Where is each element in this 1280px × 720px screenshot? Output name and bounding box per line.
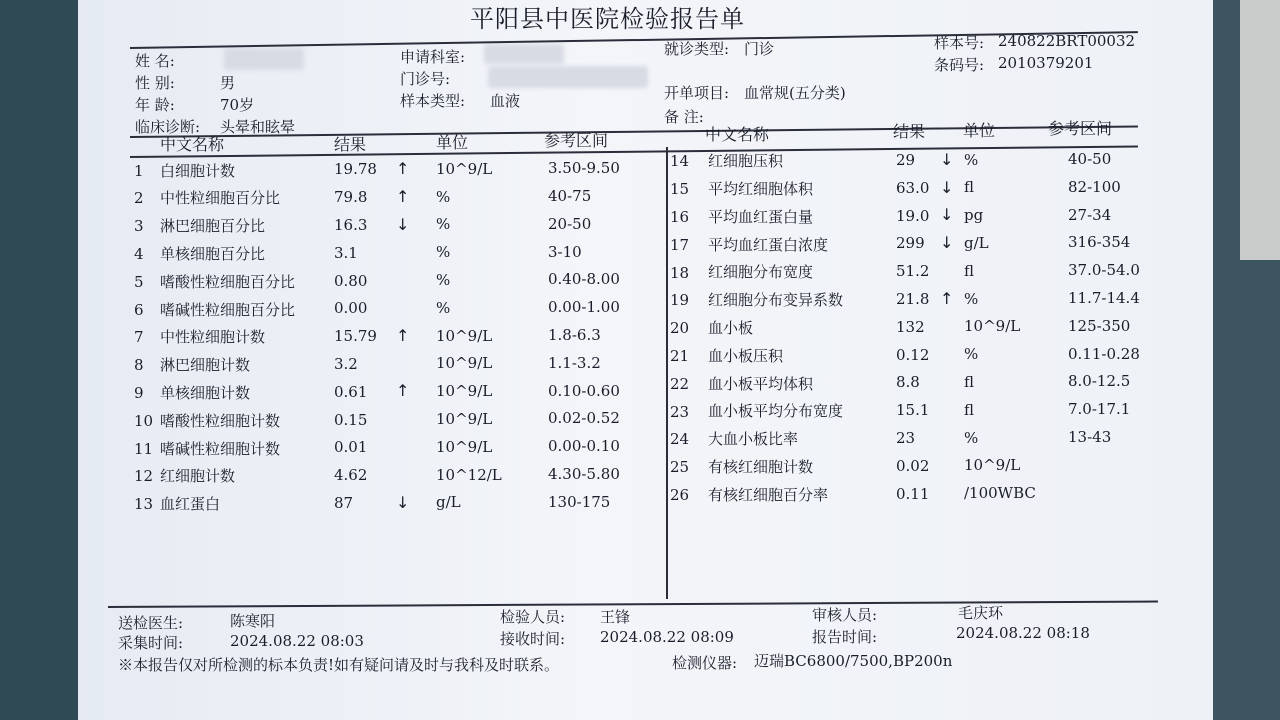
row-24-ref: 13-43: [1068, 428, 1112, 447]
row-16-ref: 27-34: [1068, 205, 1112, 224]
row-8-no: 8: [134, 356, 144, 375]
right-header-unit: 单位: [963, 121, 996, 140]
redacted-name: [224, 48, 304, 70]
row-19-name: 红细胞分布变异系数: [708, 291, 844, 310]
row-25-no: 25: [670, 458, 690, 477]
row-14-ref: 40-50: [1068, 150, 1112, 169]
row-4-ref: 3-10: [548, 242, 582, 261]
row-2-flag: ↑: [396, 186, 410, 206]
patient-age: 70岁: [220, 96, 255, 114]
row-2-name: 中性粒细胞百分比: [160, 189, 281, 208]
row-7-flag: ↑: [396, 325, 410, 345]
sample-no-value: 240822BRT00032: [998, 32, 1136, 50]
row-16-flag: ↓: [940, 205, 954, 225]
instrument-value: 迈瑞BC6800/7500,BP200n: [754, 652, 953, 670]
row-18-ref: 37.0-54.0: [1068, 261, 1140, 280]
row-26-unit: /100WBC: [964, 484, 1036, 503]
patient-age-label: 年 龄:: [135, 96, 175, 114]
row-7-result: 15.79: [334, 327, 377, 346]
row-15-result: 63.0: [896, 178, 930, 197]
row-23-ref: 7.0-17.1: [1068, 400, 1131, 419]
row-2-no: 2: [134, 189, 144, 208]
row-10-name: 嗜酸性粒细胞计数: [160, 411, 281, 430]
reviewer-label: 审核人员:: [812, 606, 878, 624]
row-19-no: 19: [670, 291, 690, 310]
row-15-name: 平均红细胞体积: [708, 180, 814, 199]
lab-report-paper: [78, 0, 1213, 720]
row-1-no: 1: [134, 161, 144, 180]
sample-type-label: 样本类型:: [400, 92, 466, 110]
row-11-result: 0.01: [334, 438, 368, 457]
row-9-name: 单核细胞计数: [160, 383, 251, 402]
row-25-unit: 10^9/L: [964, 456, 1021, 475]
row-1-name: 白细胞计数: [160, 161, 236, 180]
row-14-name: 红细胞压积: [708, 152, 784, 171]
row-11-unit: 10^9/L: [436, 437, 493, 456]
row-22-no: 22: [670, 374, 690, 393]
row-3-no: 3: [134, 217, 144, 236]
row-8-unit: 10^9/L: [436, 354, 493, 373]
row-17-flag: ↓: [940, 233, 954, 253]
row-8-ref: 1.1-3.2: [548, 353, 601, 372]
row-12-no: 12: [134, 467, 154, 486]
row-8-name: 淋巴细胞计数: [160, 356, 251, 375]
row-12-unit: 10^12/L: [436, 465, 502, 484]
row-3-unit: %: [436, 215, 451, 234]
report-time: 2024.08.22 08:18: [956, 624, 1090, 642]
row-18-unit: fl: [964, 261, 975, 280]
left-header-name: 中文名称: [160, 135, 225, 154]
row-14-flag: ↓: [940, 149, 954, 169]
redacted-clinic-no: [488, 66, 648, 88]
collect-time-label: 采集时间:: [118, 634, 184, 652]
row-9-flag: ↑: [396, 381, 410, 401]
collect-time: 2024.08.22 08:03: [230, 632, 364, 650]
row-6-unit: %: [436, 298, 451, 317]
row-24-no: 24: [670, 430, 690, 449]
row-25-result: 0.02: [896, 456, 930, 475]
row-10-ref: 0.02-0.52: [548, 409, 620, 428]
row-13-flag: ↓: [396, 492, 410, 512]
row-2-ref: 40-75: [548, 186, 592, 205]
row-26-no: 26: [670, 486, 690, 505]
row-26-name: 有核红细胞百分率: [708, 485, 829, 504]
row-6-name: 嗜碱性粒细胞百分比: [160, 300, 296, 319]
row-17-ref: 316-354: [1068, 233, 1131, 252]
row-6-ref: 0.00-1.00: [548, 298, 620, 317]
right-header-result: 结果: [893, 122, 926, 141]
row-5-unit: %: [436, 271, 451, 290]
row-6-result: 0.00: [334, 299, 368, 318]
row-7-no: 7: [134, 328, 144, 347]
row-11-ref: 0.00-0.10: [548, 437, 620, 456]
row-9-unit: 10^9/L: [436, 382, 493, 401]
row-5-no: 5: [134, 272, 144, 291]
tester-label: 检验人员:: [500, 608, 566, 626]
row-20-no: 20: [670, 319, 690, 338]
row-15-flag: ↓: [940, 177, 954, 197]
row-12-result: 4.62: [334, 466, 368, 485]
row-20-ref: 125-350: [1068, 316, 1131, 335]
redacted-dept: [484, 44, 564, 64]
row-12-name: 红细胞计数: [160, 467, 236, 486]
row-16-no: 16: [670, 208, 690, 227]
row-12-ref: 4.30-5.80: [548, 464, 620, 483]
row-3-ref: 20-50: [548, 214, 592, 233]
report-title: 平阳县中医院检验报告单: [470, 5, 745, 33]
row-5-ref: 0.40-8.00: [548, 270, 620, 289]
row-16-unit: pg: [964, 206, 984, 225]
row-8-result: 3.2: [334, 355, 358, 374]
row-21-name: 血小板压积: [708, 346, 784, 365]
table-header-rule: [130, 145, 1138, 157]
row-1-result: 19.78: [334, 160, 377, 179]
row-5-result: 0.80: [334, 271, 368, 290]
row-7-ref: 1.8-6.3: [548, 325, 601, 344]
barcode-label: 条码号:: [934, 56, 985, 74]
instrument-label: 检测仪器:: [672, 654, 738, 672]
row-4-name: 单核细胞百分比: [160, 244, 266, 263]
visit-type-value: 门诊: [744, 40, 775, 58]
row-10-unit: 10^9/L: [436, 410, 493, 429]
row-18-result: 51.2: [896, 262, 930, 281]
row-26-result: 0.11: [896, 484, 930, 503]
tester-name: 王锋: [600, 608, 631, 626]
row-22-result: 8.8: [896, 373, 920, 392]
report-time-label: 报告时间:: [812, 628, 878, 646]
row-4-result: 3.1: [334, 243, 358, 262]
row-19-result: 21.8: [896, 290, 930, 309]
order-item-value: 血常规(五分类): [744, 84, 846, 102]
row-24-name: 大血小板比率: [708, 430, 799, 449]
row-10-result: 0.15: [334, 410, 368, 429]
row-23-name: 血小板平均分布宽度: [708, 402, 844, 421]
row-10-no: 10: [134, 411, 154, 430]
row-2-result: 79.8: [334, 188, 368, 207]
row-23-no: 23: [670, 402, 690, 421]
row-14-result: 29: [896, 151, 916, 170]
disclaimer-note: ※本报告仅对所检测的标本负责!如有疑问请及时与我科及时联系。: [118, 656, 560, 674]
row-19-ref: 11.7-14.4: [1068, 289, 1140, 308]
doctor-label: 送检医生:: [118, 614, 184, 632]
row-1-ref: 3.50-9.50: [548, 159, 620, 178]
row-7-name: 中性粒细胞计数: [160, 328, 266, 347]
row-23-unit: fl: [964, 400, 975, 419]
row-5-name: 嗜酸性粒细胞百分比: [160, 272, 296, 291]
sample-type-value: 血液: [490, 92, 521, 110]
row-7-unit: 10^9/L: [436, 326, 493, 345]
remark-label: 备 注:: [664, 108, 704, 126]
row-1-flag: ↑: [396, 159, 410, 179]
row-21-no: 21: [670, 347, 690, 366]
diagnosis-label: 临床诊断:: [135, 118, 201, 136]
left-header-unit: 单位: [436, 133, 469, 152]
row-13-ref: 130-175: [548, 492, 611, 511]
receive-time: 2024.08.22 08:09: [600, 628, 734, 646]
row-3-flag: ↓: [396, 214, 410, 234]
row-21-result: 0.12: [896, 345, 930, 364]
row-22-ref: 8.0-12.5: [1068, 372, 1131, 391]
diagnosis-value: 头晕和眩晕: [220, 118, 296, 136]
row-15-no: 15: [670, 180, 690, 199]
clinic-no-label: 门诊号:: [400, 70, 451, 88]
row-17-no: 17: [670, 235, 690, 254]
doctor-name: 陈寒阳: [230, 612, 276, 630]
row-24-result: 23: [896, 429, 916, 448]
patient-gender-label: 性 别:: [135, 74, 175, 92]
row-24-unit: %: [964, 428, 979, 447]
row-22-unit: fl: [964, 373, 975, 392]
row-19-unit: %: [964, 289, 979, 308]
row-17-unit: g/L: [964, 234, 989, 253]
row-14-unit: %: [964, 150, 979, 169]
barcode-value: 2010379201: [998, 54, 1094, 72]
row-13-name: 血红蛋白: [160, 495, 221, 514]
row-23-result: 15.1: [896, 401, 930, 420]
row-13-no: 13: [134, 495, 154, 514]
row-15-unit: fl: [964, 178, 975, 197]
row-16-name: 平均血红蛋白量: [708, 207, 814, 226]
row-22-name: 血小板平均体积: [708, 374, 814, 393]
row-20-result: 132: [896, 317, 925, 336]
right-header-name: 中文名称: [705, 125, 770, 144]
order-item-label: 开单项目:: [664, 84, 730, 102]
row-21-ref: 0.11-0.28: [1068, 344, 1140, 363]
request-dept-label: 申请科室:: [400, 48, 466, 66]
row-4-unit: %: [436, 243, 451, 262]
left-header-result: 结果: [334, 135, 367, 154]
row-13-unit: g/L: [436, 493, 461, 512]
patient-name-label: 姓 名:: [135, 52, 175, 70]
row-9-result: 0.61: [334, 382, 368, 401]
background-object: [1240, 0, 1280, 260]
row-4-no: 4: [134, 245, 144, 264]
row-1-unit: 10^9/L: [436, 159, 493, 178]
row-17-result: 299: [896, 234, 925, 253]
row-15-ref: 82-100: [1068, 177, 1121, 196]
row-17-name: 平均血红蛋白浓度: [708, 235, 829, 254]
row-3-name: 淋巴细胞百分比: [160, 217, 266, 236]
row-20-name: 血小板: [708, 319, 754, 338]
row-9-no: 9: [134, 384, 144, 403]
row-11-no: 11: [134, 439, 154, 458]
table-center-divider: [666, 147, 668, 599]
row-6-no: 6: [134, 300, 144, 319]
receive-time-label: 接收时间:: [500, 630, 566, 648]
row-14-no: 14: [670, 152, 690, 171]
patient-gender: 男: [220, 74, 236, 92]
row-9-ref: 0.10-0.60: [548, 381, 620, 400]
left-header-ref: 参考区间: [544, 131, 609, 150]
row-18-name: 红细胞分布宽度: [708, 263, 814, 282]
row-18-no: 18: [670, 263, 690, 282]
row-3-result: 16.3: [334, 216, 368, 235]
right-header-ref: 参考区间: [1048, 119, 1113, 138]
row-16-result: 19.0: [896, 206, 930, 225]
row-25-name: 有核红细胞计数: [708, 458, 814, 477]
row-21-unit: %: [964, 345, 979, 364]
reviewer-name: 毛庆环: [958, 604, 1004, 622]
row-13-result: 87: [334, 494, 354, 513]
row-11-name: 嗜碱性粒细胞计数: [160, 439, 281, 458]
row-20-unit: 10^9/L: [964, 317, 1021, 336]
row-19-flag: ↑: [940, 288, 954, 308]
visit-type-label: 就诊类型:: [664, 40, 730, 58]
row-2-unit: %: [436, 187, 451, 206]
sample-no-label: 样本号:: [934, 34, 985, 52]
